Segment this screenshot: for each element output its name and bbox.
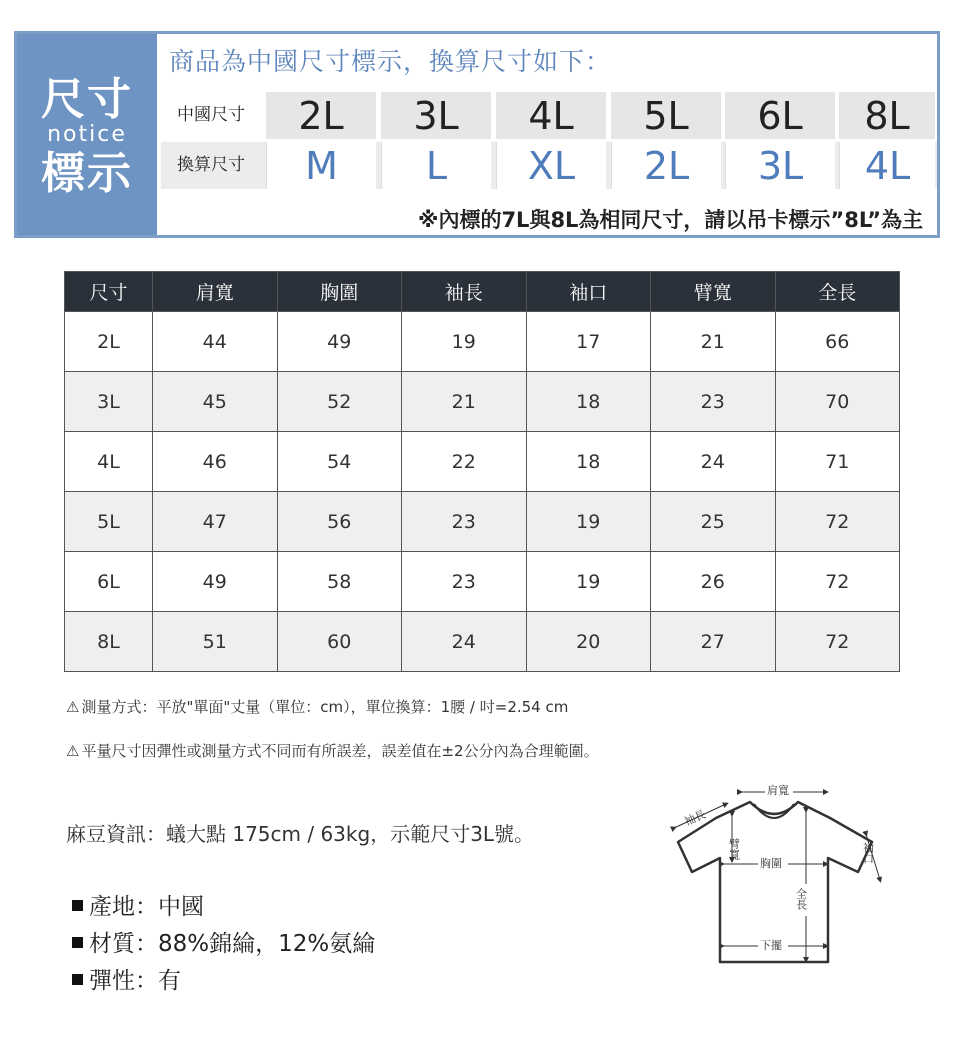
converted-size-cell: 4L (839, 142, 935, 189)
spec-origin (72, 888, 204, 921)
table-cell: 66 (775, 312, 900, 372)
table-row (65, 372, 900, 432)
table-cell: 21 (402, 372, 527, 432)
tolerance-note (66, 740, 599, 761)
notice-side-english: notice (47, 122, 127, 147)
china-size-row (161, 92, 937, 139)
square-bullet-icon (72, 937, 83, 948)
warning-icon: ⚠ (66, 742, 80, 760)
table-cell: 72 (775, 552, 900, 612)
header-sleeve-length: 袖長 (402, 272, 527, 312)
table-cell: 6L (65, 552, 153, 612)
table-cell: 22 (402, 432, 527, 492)
table-cell: 71 (775, 432, 900, 492)
full-length-label: 全長 (794, 888, 808, 910)
table-cell: 23 (402, 492, 527, 552)
table-cell: 26 (651, 552, 776, 612)
table-cell: 27 (651, 612, 776, 672)
table-cell: 23 (402, 552, 527, 612)
converted-size-cell: M (266, 142, 376, 189)
china-size-cell: 8L (839, 92, 935, 139)
table-cell: 25 (651, 492, 776, 552)
warning-icon: ⚠ (66, 698, 80, 716)
table-cell: 52 (277, 372, 402, 432)
table-cell: 3L (65, 372, 153, 432)
header-full-length: 全長 (775, 272, 900, 312)
sleeve-length-label: 袖長 (682, 807, 708, 829)
spec-origin-text: 產地：中國 (89, 894, 204, 920)
table-cell: 45 (153, 372, 278, 432)
table-cell: 24 (402, 612, 527, 672)
shoulder-label: 肩寬 (767, 784, 789, 797)
table-cell: 17 (526, 312, 651, 372)
converted-size-cell: L (381, 142, 491, 189)
measurement-note (66, 696, 568, 717)
table-cell: 72 (775, 492, 900, 552)
table-cell: 23 (651, 372, 776, 432)
notice-side-panel (17, 34, 157, 235)
china-size-cell: 5L (611, 92, 721, 139)
table-cell: 18 (526, 372, 651, 432)
table-cell: 4L (65, 432, 153, 492)
table-cell: 21 (651, 312, 776, 372)
table-cell: 19 (526, 492, 651, 552)
header-shoulder: 肩寬 (153, 272, 278, 312)
notice-side-title-bottom: 標示 (41, 148, 133, 199)
table-cell: 56 (277, 492, 402, 552)
square-bullet-icon (72, 900, 83, 911)
china-size-label: 中國尺寸 (177, 105, 245, 125)
model-info: 麻豆資訊：蟻大點 175cm / 63kg，示範尺寸3L號。 (66, 822, 535, 846)
notice-side-title-top: 尺寸 (41, 74, 133, 125)
table-cell: 2L (65, 312, 153, 372)
table-cell: 8L (65, 612, 153, 672)
tshirt-measurement-diagram (668, 780, 894, 970)
table-cell: 72 (775, 612, 900, 672)
table-cell: 19 (402, 312, 527, 372)
table-cell: 24 (651, 432, 776, 492)
table-row (65, 312, 900, 372)
table-cell: 60 (277, 612, 402, 672)
notice-footnote: ※內標的7L與8L為相同尺寸，請以吊卡標示”8L”為主 (418, 208, 923, 232)
china-size-cell: 4L (496, 92, 606, 139)
table-cell: 54 (277, 432, 402, 492)
chest-label: 胸圍 (760, 857, 782, 870)
table-cell: 47 (153, 492, 278, 552)
spec-material-text: 材質：88%錦綸，12%氨綸 (89, 931, 376, 957)
table-cell: 70 (775, 372, 900, 432)
size-table (64, 271, 900, 672)
size-notice-box (14, 31, 940, 238)
size-table-header-row (65, 272, 900, 312)
spec-elasticity (72, 962, 181, 995)
arm-width-label: 臂寬 (727, 838, 741, 860)
table-row (65, 432, 900, 492)
table-row (65, 552, 900, 612)
table-cell: 49 (153, 552, 278, 612)
converted-size-label: 換算尺寸 (177, 155, 245, 175)
table-cell: 46 (153, 432, 278, 492)
china-size-cell: 6L (725, 92, 835, 139)
header-size: 尺寸 (65, 272, 153, 312)
converted-size-row (161, 142, 937, 189)
square-bullet-icon (72, 974, 83, 985)
converted-size-cell: 2L (611, 142, 721, 189)
table-cell: 20 (526, 612, 651, 672)
table-cell: 19 (526, 552, 651, 612)
measurement-note-text: 測量方式：平放"單面"丈量（單位：cm），單位換算：1腰 / 吋=2.54 cm (81, 698, 569, 716)
hem-label: 下擺 (760, 939, 782, 952)
tolerance-note-text: 平量尺寸因彈性或測量方式不同而有所誤差，誤差值在±2公分內為合理範圍。 (81, 742, 599, 760)
table-cell: 49 (277, 312, 402, 372)
table-row (65, 612, 900, 672)
table-cell: 58 (277, 552, 402, 612)
china-size-cell: 2L (266, 92, 376, 139)
header-cuff: 袖口 (526, 272, 651, 312)
header-arm-width: 臂寬 (651, 272, 776, 312)
table-cell: 5L (65, 492, 153, 552)
spec-elasticity-text: 彈性：有 (89, 968, 181, 994)
notice-heading: 商品為中國尺寸標示，換算尺寸如下： (169, 47, 612, 76)
table-row (65, 492, 900, 552)
spec-material (72, 925, 375, 958)
converted-size-cell: 3L (725, 142, 835, 189)
cuff-label: 袖口 (861, 842, 875, 864)
table-cell: 18 (526, 432, 651, 492)
table-cell: 44 (153, 312, 278, 372)
header-chest: 胸圍 (277, 272, 402, 312)
converted-size-cell: XL (496, 142, 606, 189)
table-cell: 51 (153, 612, 278, 672)
china-size-cell: 3L (381, 92, 491, 139)
